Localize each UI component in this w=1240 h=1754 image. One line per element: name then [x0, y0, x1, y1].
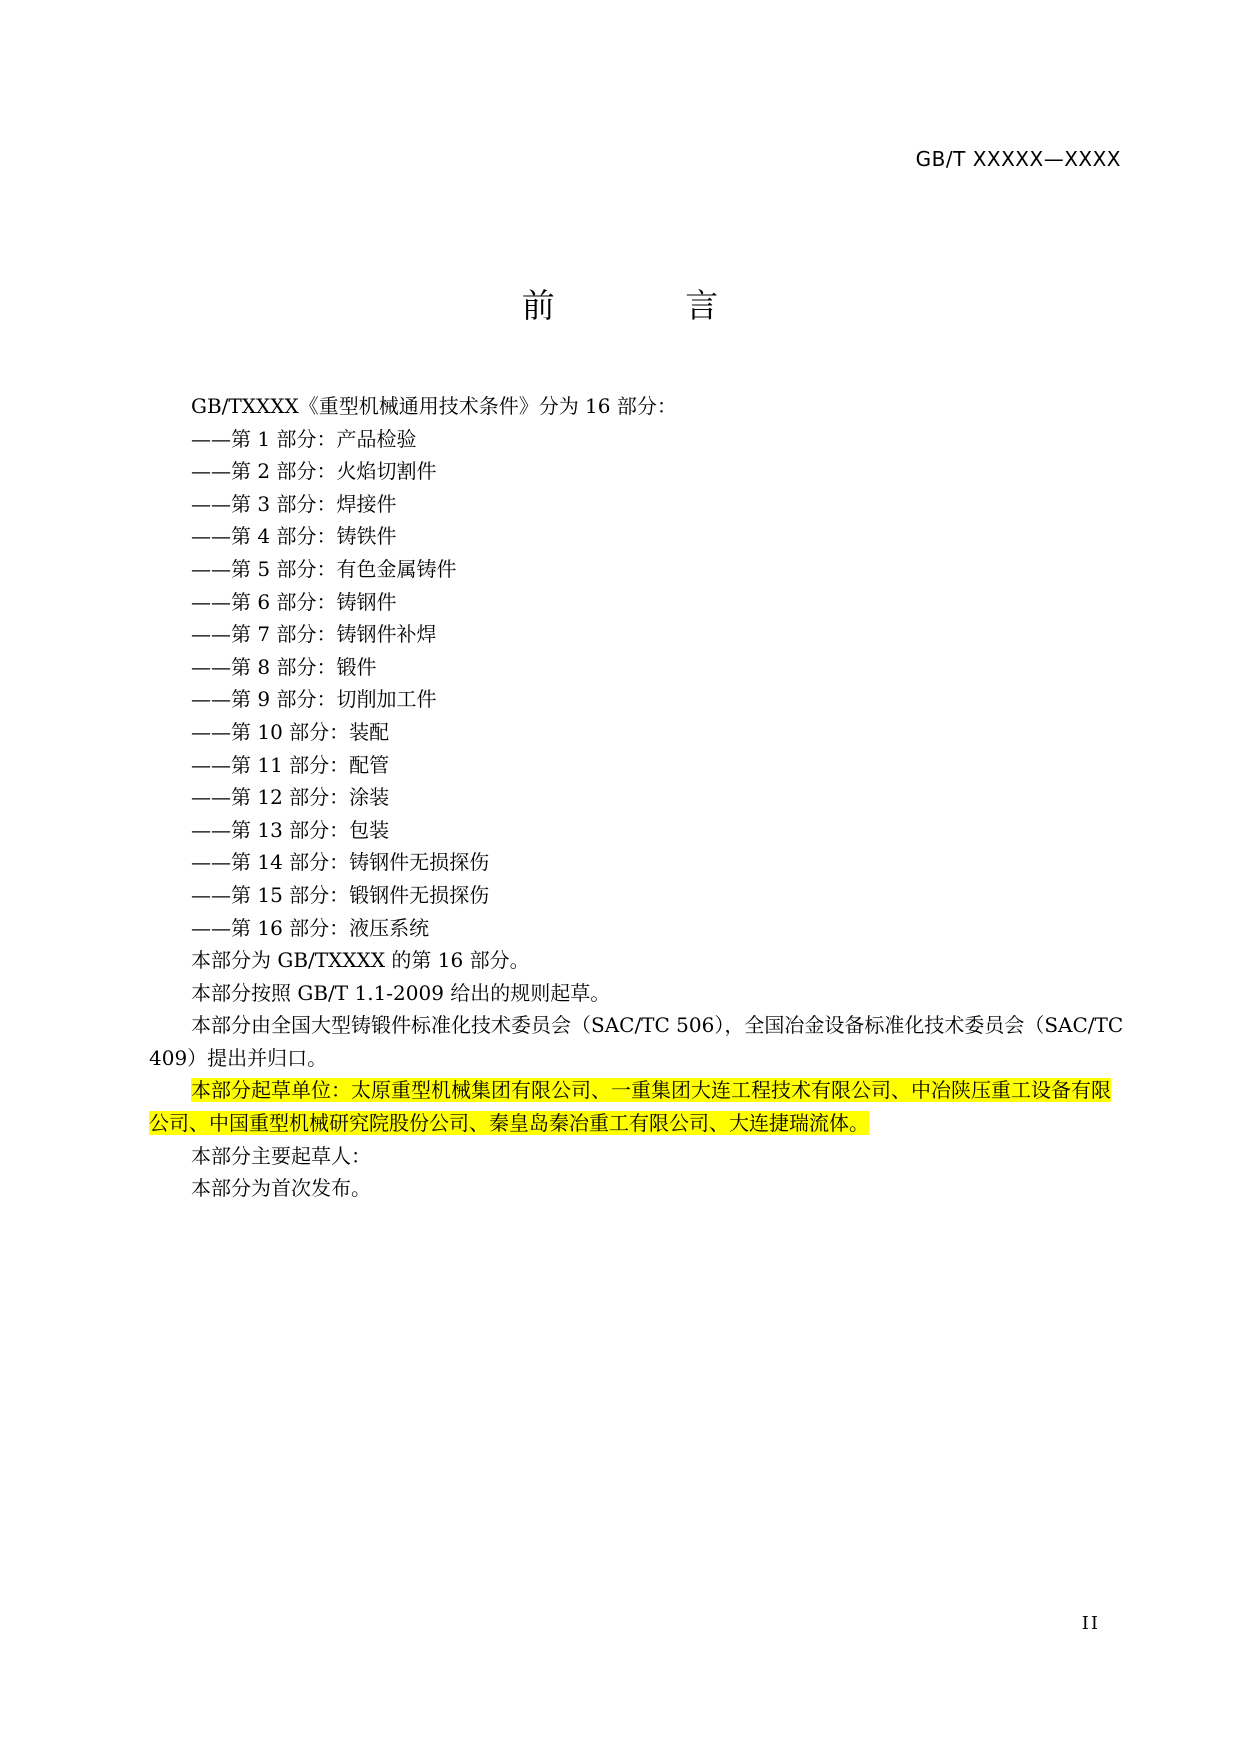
intro-paragraph: GB/TXXXX《重型机械通用技术条件》分为 16 部分：	[191, 394, 677, 418]
part-of-paragraph: 本部分为 GB/TXXXX 的第 16 部分。	[191, 948, 530, 973]
list-item: ——第 5 部分：有色金属铸件	[191, 556, 457, 581]
list-item: ——第 6 部分：铸钢件	[191, 589, 397, 614]
list-item: ——第 10 部分：装配	[191, 719, 390, 744]
list-item: ——第 13 部分：包装	[191, 817, 390, 842]
page-number: II	[1081, 1613, 1100, 1634]
page-title: 前 言	[521, 286, 779, 325]
drafting-units-paragraph	[149, 1074, 1124, 1139]
rules-paragraph: 本部分按照 GB/T 1.1-2009 给出的规则起草。	[191, 980, 611, 1005]
list-item: ——第 14 部分：铸钢件无损探伤	[191, 850, 490, 875]
drafters-paragraph: 本部分主要起草人：	[191, 1143, 371, 1168]
list-item: ——第 7 部分：铸钢件补焊	[191, 622, 437, 647]
list-item: ——第 8 部分：锻件	[191, 654, 377, 679]
list-item: ——第 4 部分：铸铁件	[191, 524, 397, 549]
document-id: GB/T XXXXX—XXXX	[915, 147, 1121, 171]
list-item: ——第 2 部分：火焰切割件	[191, 459, 437, 484]
list-item: ——第 9 部分：切削加工件	[191, 687, 437, 712]
list-item: ——第 3 部分：焊接件	[191, 491, 397, 516]
proposed-paragraph: 本部分由全国大型铸锻件标准化技术委员会（SAC/TC 506），全国冶金设备标准化技术委员会（SAC/TC 409）提出并归口。	[149, 1013, 1124, 1070]
list-item: ——第 12 部分：涂装	[191, 785, 390, 810]
foreword-body	[149, 390, 1124, 1205]
highlighted-text: 本部分起草单位：太原重型机械集团有限公司、一重集团大连工程技术有限公司、中冶陕压重工设备有限公司、中国重型机械研究院股份公司、秦皇岛秦冶重工有限公司、大连捷瑞流体。	[149, 1078, 1111, 1136]
list-item: ——第 16 部分：液压系统	[191, 915, 430, 940]
list-item: ——第 11 部分：配管	[191, 752, 390, 777]
list-item: ——第 1 部分：产品检验	[191, 426, 417, 451]
list-item: ——第 15 部分：锻钢件无损探伤	[191, 882, 490, 907]
parts-list	[149, 423, 1124, 945]
first-release-paragraph: 本部分为首次发布。	[191, 1176, 371, 1201]
